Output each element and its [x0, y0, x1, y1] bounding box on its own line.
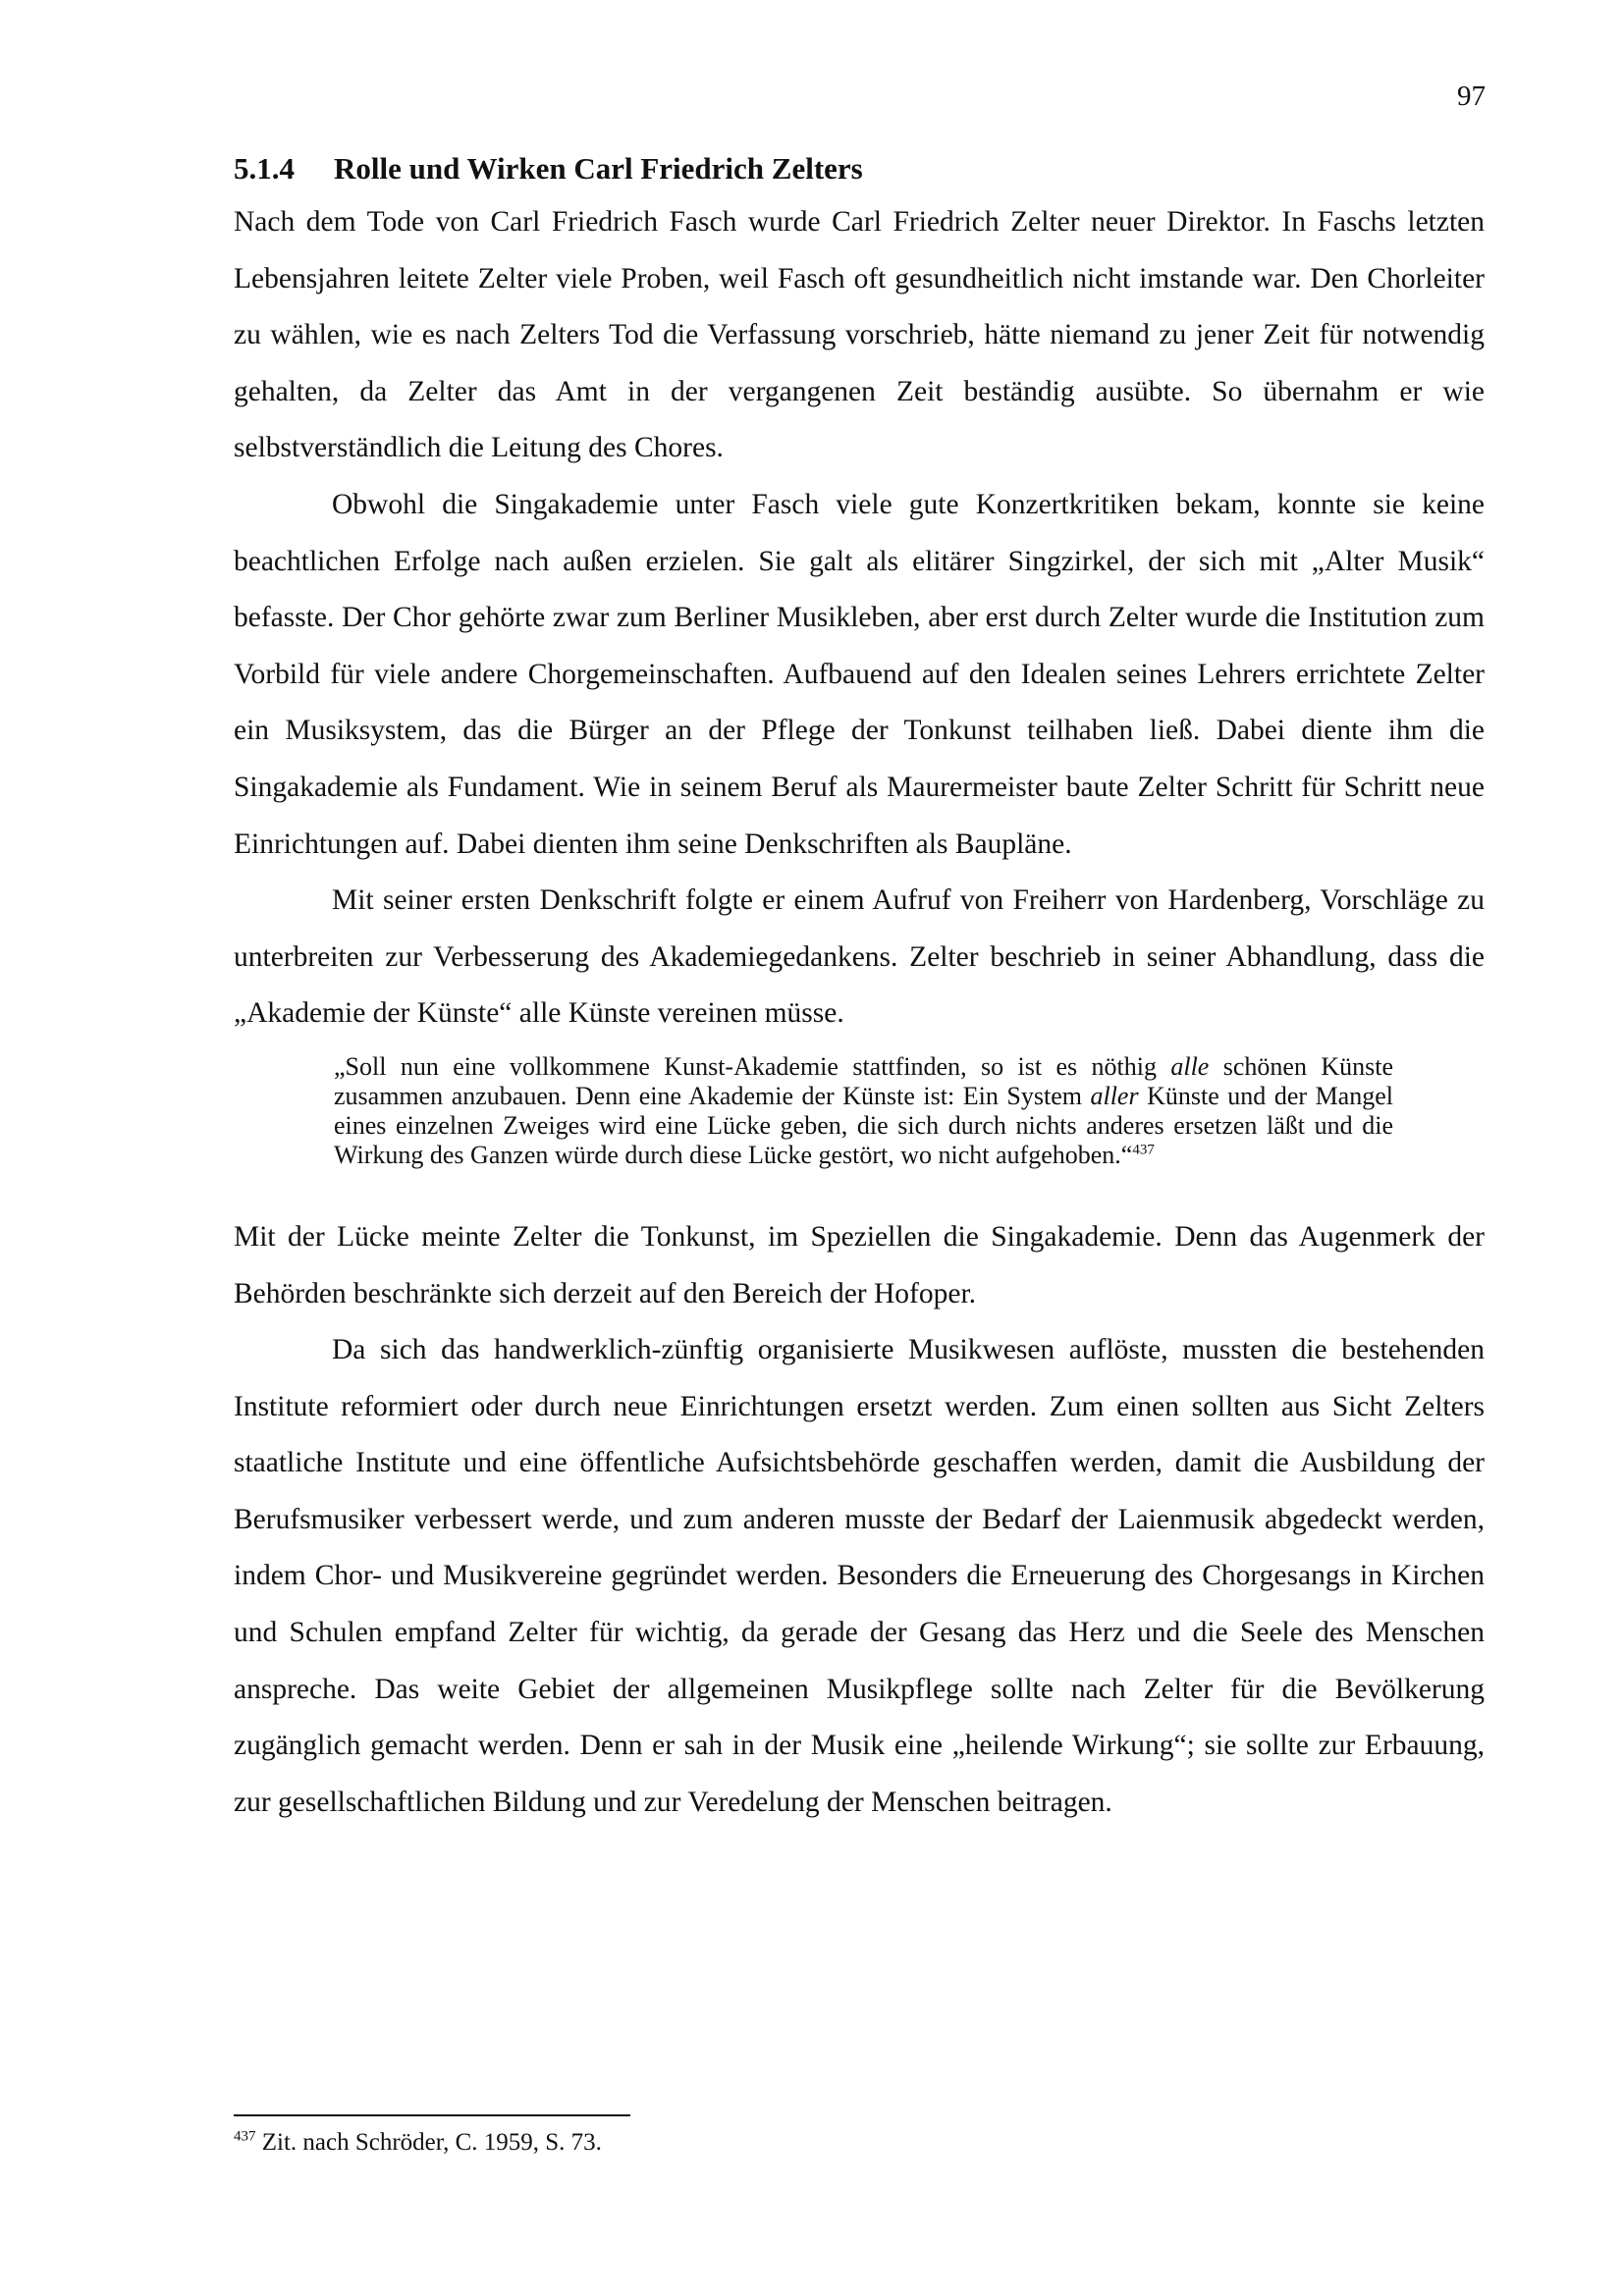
footnote-number: 437: [234, 2128, 256, 2145]
quote-text: Künste und der Mangel eines einzelnen Zweiges wird eine Lücke geben, die sich durch nichts anderes ersetzen läßt und die Wirkung des Ganzen würde durch diese Lücke gestört, wo nicht aufgehoben.“: [334, 1081, 1393, 1169]
footnote-reference[interactable]: 437: [1132, 1142, 1155, 1158]
page-number: 97: [1457, 80, 1486, 112]
paragraph: Obwohl die Singakademie unter Fasch viele gute Konzertkritiken bekam, konnte sie keine beachtlichen Erfolge nach außen erzielen. Sie galt als elitärer Singzirkel, der sich mit „Alter Musik“ befasste. Der Chor gehörte zwar zum Berliner Musikleben, aber erst durch Zelter wurde die Institution zum Vorbild für viele andere Chorgemeinschaften. Aufbauend auf den Idealen seines Lehrers errichtete Zelter ein Musiksystem, das die Bürger an der Pflege der Tonkunst teilhaben ließ. Dabei diente ihm die Singakademie als Fundament. Wie in seinem Beruf als Maurermeister baute Zelter Schritt für Schritt neue Einrichtungen auf. Dabei dienten ihm seine Denkschriften als Baupläne.: [234, 488, 1485, 860]
section-title: Rolle und Wirken Carl Friedrich Zelters: [334, 151, 863, 186]
body-text-continued: [234, 1209, 1485, 1832]
footnote-text: Zit. nach Schröder, C. 1959, S. 73.: [261, 2129, 602, 2156]
quote-text: „Soll nun eine vollkommene Kunst-Akademie stattfinden, so ist es nöthig: [334, 1051, 1171, 1081]
quote-emphasis: aller: [1090, 1081, 1139, 1110]
paragraph: Mit der Lücke meinte Zelter die Tonkunst, im Speziellen die Singakademie. Denn das Augenmerk der Behörden beschränkte sich derzeit auf den Bereich der Hofoper.: [234, 1220, 1485, 1309]
paragraph: Nach dem Tode von Carl Friedrich Fasch wurde Carl Friedrich Zelter neuer Direktor. In Faschs letzten Lebensjahren leitete Zelter viele Proben, weil Fasch oft gesundheitlich nicht imstande war. Den Chorleiter zu wählen, wie es nach Zelters Tod die Verfassung vorschrieb, hätte niemand zu jener Zeit für notwendig gehalten, da Zelter das Amt in der vergangenen Zeit beständig ausübte. So übernahm er wie selbstverständlich die Leitung des Chores.: [234, 206, 1485, 464]
footnote-separator: [234, 2114, 630, 2116]
page-content: [234, 149, 1485, 1831]
quote-text: schönen Künste zusammen anzubauen. Denn eine Akademie der Künste ist: Ein System: [334, 1051, 1394, 1110]
section-number: 5.1.4: [234, 151, 295, 186]
body-text: [234, 194, 1485, 1042]
paragraph: Mit seiner ersten Denkschrift folgte er einem Aufruf von Freiherr von Hardenberg, Vorschläge zu unterbreiten zur Verbesserung des Akademiegedankens. Zelter beschrieb in seiner Abhandlung, dass die „Akademie der Künste“ alle Künste vereinen müsse.: [234, 884, 1485, 1030]
section-heading: [234, 149, 1485, 188]
footnote: [234, 2128, 602, 2158]
paragraph: Da sich das handwerklich-zünftig organisierte Musikwesen auflöste, mussten die bestehenden Institute reformiert oder durch neue Einrichtungen ersetzt werden. Zum einen sollten aus Sicht Zelters staatliche Institute und eine öffentliche Aufsichtsbehörde geschaffen werden, damit die Ausbildung der Berufsmusiker verbessert werde, und zum anderen musste der Bedarf der Laienmusik abgedeckt werden, indem Chor- und Musikvereine gegründet werden. Besonders die Erneuerung des Chorgesangs in Kirchen und Schulen empfand Zelter für wichtig, da gerade der Gesang das Herz und die Seele des Menschen anspreche. Das weite Gebiet der allgemeinen Musikpflege sollte nach Zelter für die Bevölkerung zugänglich gemacht werden. Denn er sah in der Musik eine „heilende Wirkung“; sie sollte zur Erbauung, zur gesellschaftlichen Bildung und zur Veredelung der Menschen beitragen.: [234, 1334, 1485, 1818]
quote-emphasis: alle: [1170, 1051, 1210, 1081]
block-quote: [334, 1052, 1393, 1170]
